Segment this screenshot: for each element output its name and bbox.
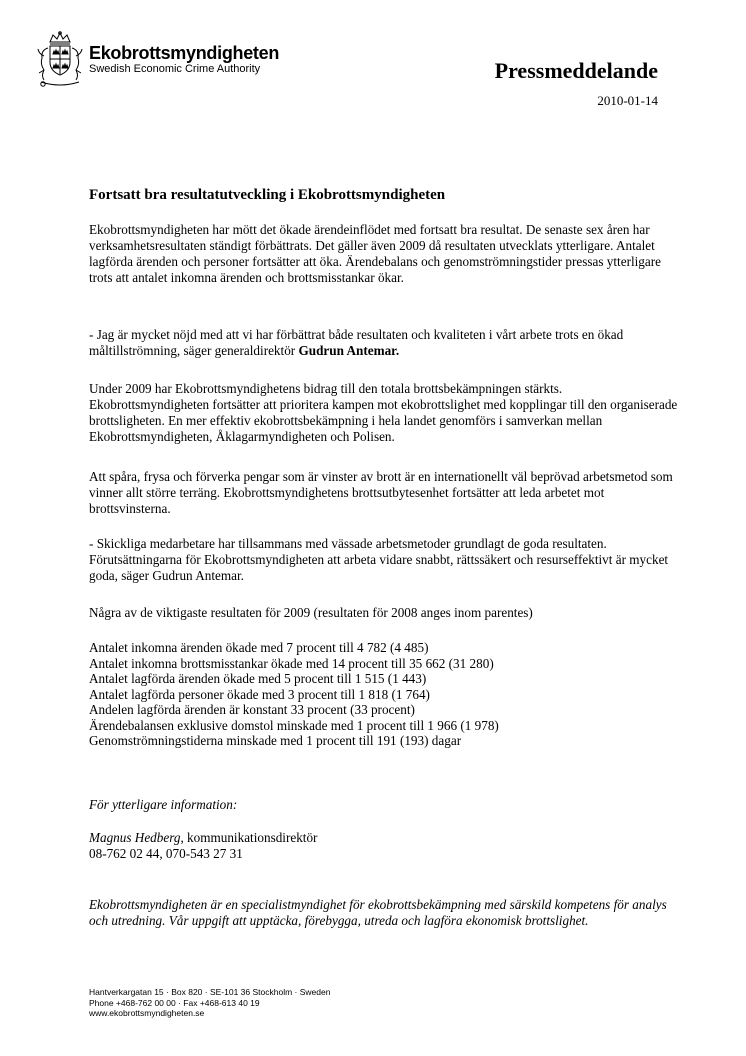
document-date: 2010-01-14 [597, 93, 658, 108]
contact-role: , kommunikationsdirektör [180, 830, 318, 845]
quote-paragraph-1 [89, 327, 679, 359]
agency-name: Ekobrottsmyndigheten [89, 43, 280, 63]
footer-address: Hantverkargatan 15 · Box 820 · SE-101 36 Stockholm · Sweden [89, 987, 331, 997]
document-type: Pressmeddelande [494, 58, 658, 83]
paragraph-3: Att spåra, frysa och förverka pengar som är vinster av brott är en internationellt väl beprövad arbetsmetod som vinner allt större terräng. Ekobrottsmyndighetens brottsutbytesenhet fortsätter att leda arbetet mot brottsvinsterna. [89, 469, 673, 516]
result-item: Ärendebalansen exklusive domstol minskade med 1 procent till 1 966 (1 978) [89, 717, 499, 733]
quote-1-text: - Jag är mycket nöjd med att vi har förbättrat både resultaten och kvaliteten i vårt arbete trots en ökad måltillströmning, säger generaldirektör [89, 327, 624, 358]
contact-person [89, 830, 679, 846]
footer-phone: Phone +468-762 00 00 · Fax +468-613 40 19 [89, 997, 260, 1008]
result-item: Antalet inkomna brottsmisstankar ökade med 14 procent till 35 662 (31 280) [89, 655, 494, 671]
result-item: Genomströmningstiderna minskade med 1 procent till 191 (193) dagar [89, 733, 462, 748]
contact-phones: 08-762 02 44, 070-543 27 31 [89, 846, 243, 861]
quote-1-name: Gudrun Antemar. [298, 343, 400, 358]
result-item: Antalet lagförda ärenden ökade med 5 procent till 1 515 (1 443) [89, 671, 427, 686]
paragraph-2: Under 2009 har Ekobrottsmyndighetens bidrag till den totala brottsbekämpningen stärkts. Ekobrottsmyndigheten fortsätter att prioritera kampen mot ekobrottslighet med kopplingar till den organiserade brottsligheten. En mer effektiv ekobrottsbekämpning i hela landet genomförs i samverkan mellan Ekobrottsmyndigheten, Åklagarmyndigheten och Polisen. [89, 381, 678, 444]
agency-logo [35, 30, 279, 90]
results-list [89, 640, 499, 749]
result-item: Andelen lagförda ärenden är konstant 33 procent (33 procent) [89, 702, 415, 717]
result-item: Antalet lagförda personer ökade med 3 procent till 1 818 (1 764) [89, 686, 430, 702]
coat-of-arms-icon [35, 30, 85, 90]
result-item: Antalet inkomna ärenden ökade med 7 procent till 4 782 (4 485) [89, 640, 429, 655]
contact-heading: För ytterligare information: [89, 797, 238, 812]
footer [89, 987, 330, 1019]
article-title: Fortsatt bra resultatutveckling i Ekobrottsmyndigheten [89, 187, 446, 203]
footer-website[interactable]: www.ekobrottsmyndigheten.se [89, 1008, 205, 1018]
quote-paragraph-2: - Skickliga medarbetare har tillsammans med vässade arbetsmetoder grundlagt de goda resultaten. Förutsättningarna för Ekobrottsmyndigheten att arbeta vidare snabbt, rättssäkert och resurseffektivt är mycket goda, säger Gudrun Antemar. [89, 536, 669, 583]
agency-subtitle: Swedish Economic Crime Authority [89, 63, 261, 75]
contact-name: Magnus Hedberg [89, 830, 181, 845]
results-intro: Några av de viktigaste resultaten för 2009 (resultaten för 2008 anges inom parentes) [89, 605, 533, 620]
intro-paragraph: Ekobrottsmyndigheten har mött det ökade ärendeinflödet med fortsatt bra resultat. De senaste sex åren har verksamhetsresultaten ständigt förbättrats. Det gäller även 2009 då resultaten utvecklats ytterligare. Antalet lagförda ärenden och personer fortsätter att öka. Ärendebalans och genomströmningstider pressas ytterligare trots att antalet inkomna ärenden och brottsmisstankar ökar. [89, 222, 661, 285]
about-paragraph: Ekobrottsmyndigheten är en specialistmyndighet för ekobrottsbekämpning med särskild kompetens för analys och utredning. Vår uppgift att upptäcka, förebygga, utreda och lagföra ekonomisk brottslighet. [89, 897, 667, 928]
